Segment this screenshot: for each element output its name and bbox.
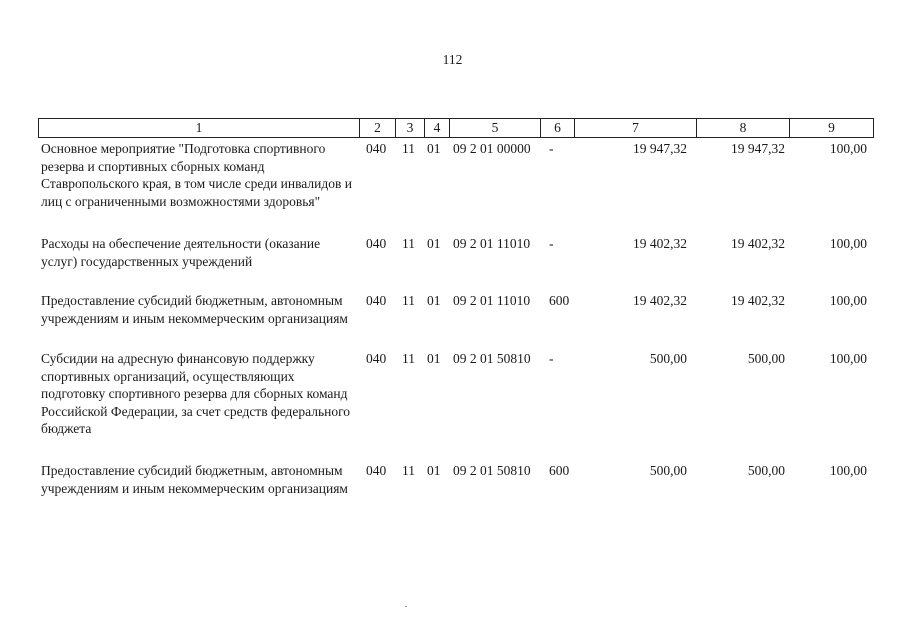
row-ved-code: 040: [366, 141, 387, 156]
row-ved-code: 040: [366, 293, 387, 308]
row-target-code: 09 2 01 11010: [453, 293, 531, 308]
row-expense-type: 600: [549, 293, 570, 308]
row-expense-type: -: [549, 141, 554, 156]
row-col8-value: 500,00: [747, 351, 785, 366]
row-section-code: 11: [402, 236, 415, 251]
header-col-9: 9: [828, 120, 835, 135]
header-col-2: 2: [374, 120, 381, 135]
scan-mark: [405, 606, 407, 607]
row-col7-value: 19 947,32: [633, 141, 687, 156]
row-name: Предоставление субсидий бюджетным, автономным учреждениям и иным некоммерческим организациям: [41, 293, 348, 326]
row-section-code: 11: [402, 293, 415, 308]
row-subsection-code: 01: [427, 236, 441, 251]
header-col-6: 6: [554, 120, 561, 135]
row-expense-type: -: [549, 236, 554, 251]
row-subsection-code: 01: [427, 293, 441, 308]
header-col-8: 8: [739, 120, 747, 135]
row-name: Основное мероприятие "Подготовка спортивного резерва и спортивных сборных команд Ставропольского края, в том числе среди инвалидов и лиц с ограниченными возможностями здоровья": [41, 141, 352, 209]
row-ved-code: 040: [366, 236, 387, 251]
row-ved-code: 040: [366, 463, 387, 478]
row-col7-value: 19 402,32: [633, 293, 687, 308]
table-header: [38, 118, 874, 138]
row-subsection-code: 01: [427, 463, 441, 478]
row-expense-type: 600: [549, 463, 570, 478]
header-col-5: 5: [491, 120, 499, 135]
row-col7-value: 500,00: [649, 351, 687, 366]
row-subsection-code: 01: [427, 141, 441, 156]
header-col-7: 7: [632, 120, 639, 135]
row-expense-type: -: [549, 351, 554, 366]
row-col8-value: 500,00: [747, 463, 785, 478]
row-col7-value: 19 402,32: [633, 236, 687, 251]
row-col9-value: 100,00: [829, 236, 867, 251]
row-col9-value: 100,00: [829, 293, 867, 308]
row-col8-value: 19 402,32: [731, 293, 785, 308]
header-col-4: 4: [433, 120, 441, 135]
row-target-code: 09 2 01 11010: [453, 236, 531, 251]
row-target-code: 09 2 01 50810: [453, 463, 531, 478]
row-col9-value: 100,00: [829, 351, 867, 366]
row-section-code: 11: [402, 141, 415, 156]
row-target-code: 09 2 01 00000: [453, 141, 531, 156]
row-subsection-code: 01: [427, 351, 441, 366]
row-name: Предоставление субсидий бюджетным, автономным учреждениям и иным некоммерческим организациям: [41, 463, 348, 496]
row-col7-value: 500,00: [649, 463, 687, 478]
row-col9-value: 100,00: [829, 463, 867, 478]
row-col8-value: 19 402,32: [731, 236, 785, 251]
row-name: Расходы на обеспечение деятельности (оказание услуг) государственных учреждений: [41, 236, 321, 269]
row-section-code: 11: [402, 463, 415, 478]
row-col8-value: 19 947,32: [731, 141, 785, 156]
header-col-3: 3: [406, 120, 414, 135]
row-target-code: 09 2 01 50810: [453, 351, 531, 366]
row-col9-value: 100,00: [829, 141, 867, 156]
row-name: Субсидии на адресную финансовую поддержку спортивных организаций, осуществляющих подготовку спортивного резерва для сборных команд Российской Федерации, за счет средств федерального бюджета: [41, 351, 351, 436]
page-number: 112: [442, 52, 463, 67]
header-col-1: 1: [195, 120, 203, 135]
row-section-code: 11: [402, 351, 415, 366]
row-ved-code: 040: [366, 351, 387, 366]
